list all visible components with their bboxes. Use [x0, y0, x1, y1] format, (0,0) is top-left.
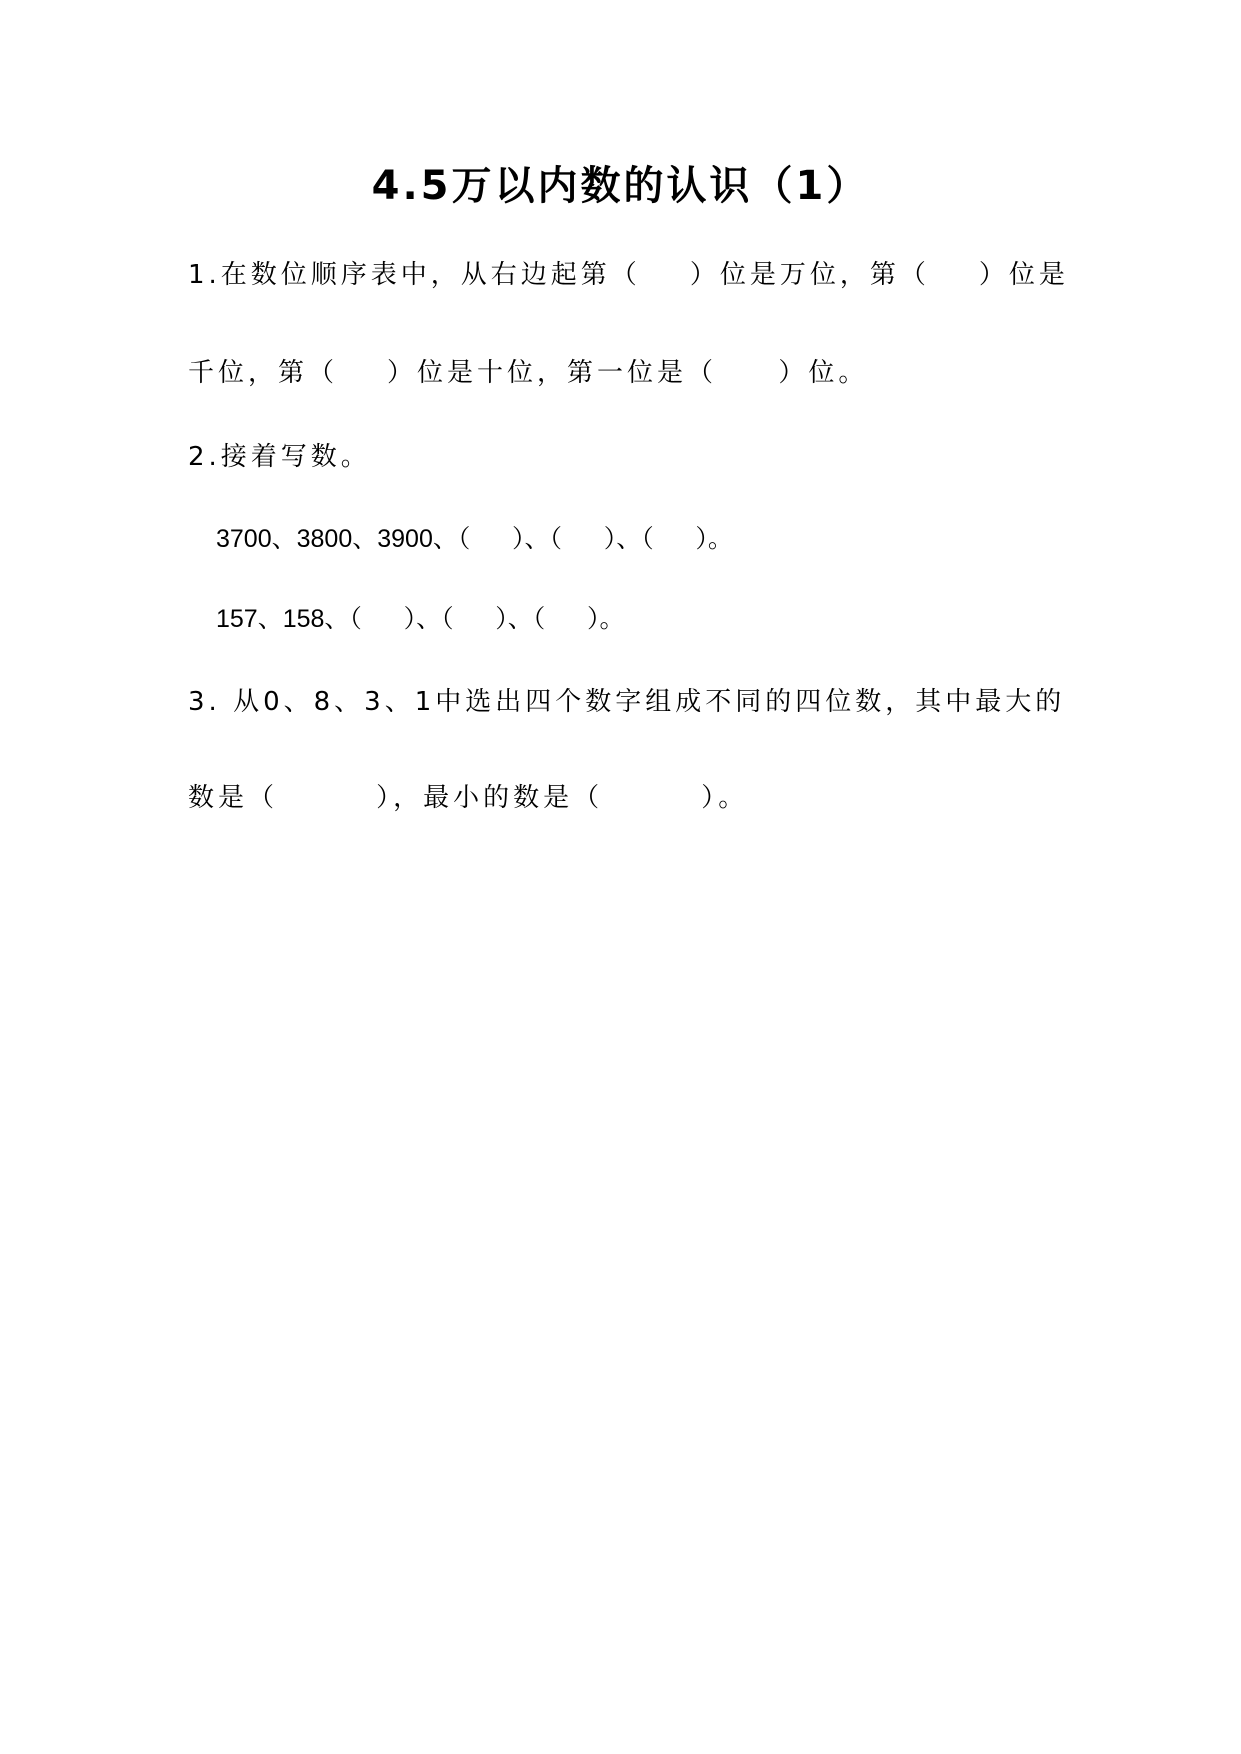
- question-2-sequence-1: 3700、3800、3900、（ ）、（ ）、（ ）。: [216, 525, 733, 553]
- question-1-line-2: 千位，第（ ）位是十位，第一位是（ ）位。: [188, 358, 869, 388]
- question-1-line-1: 1.在数位顺序表中，从右边起第（ ）位是万位，第（ ）位是: [188, 260, 1069, 290]
- page-title: 4.5万以内数的认识（1）: [371, 163, 870, 209]
- question-2-heading: 2.接着写数。: [188, 442, 371, 472]
- question-2-sequence-2: 157、158、（ ）、（ ）、（ ）。: [216, 605, 625, 633]
- question-3-line-2: 数是（ ），最小的数是（ ）。: [188, 783, 749, 813]
- question-3-line-1: 3. 从0、8、3、1中选出四个数字组成不同的四位数，其中最大的: [188, 687, 1066, 717]
